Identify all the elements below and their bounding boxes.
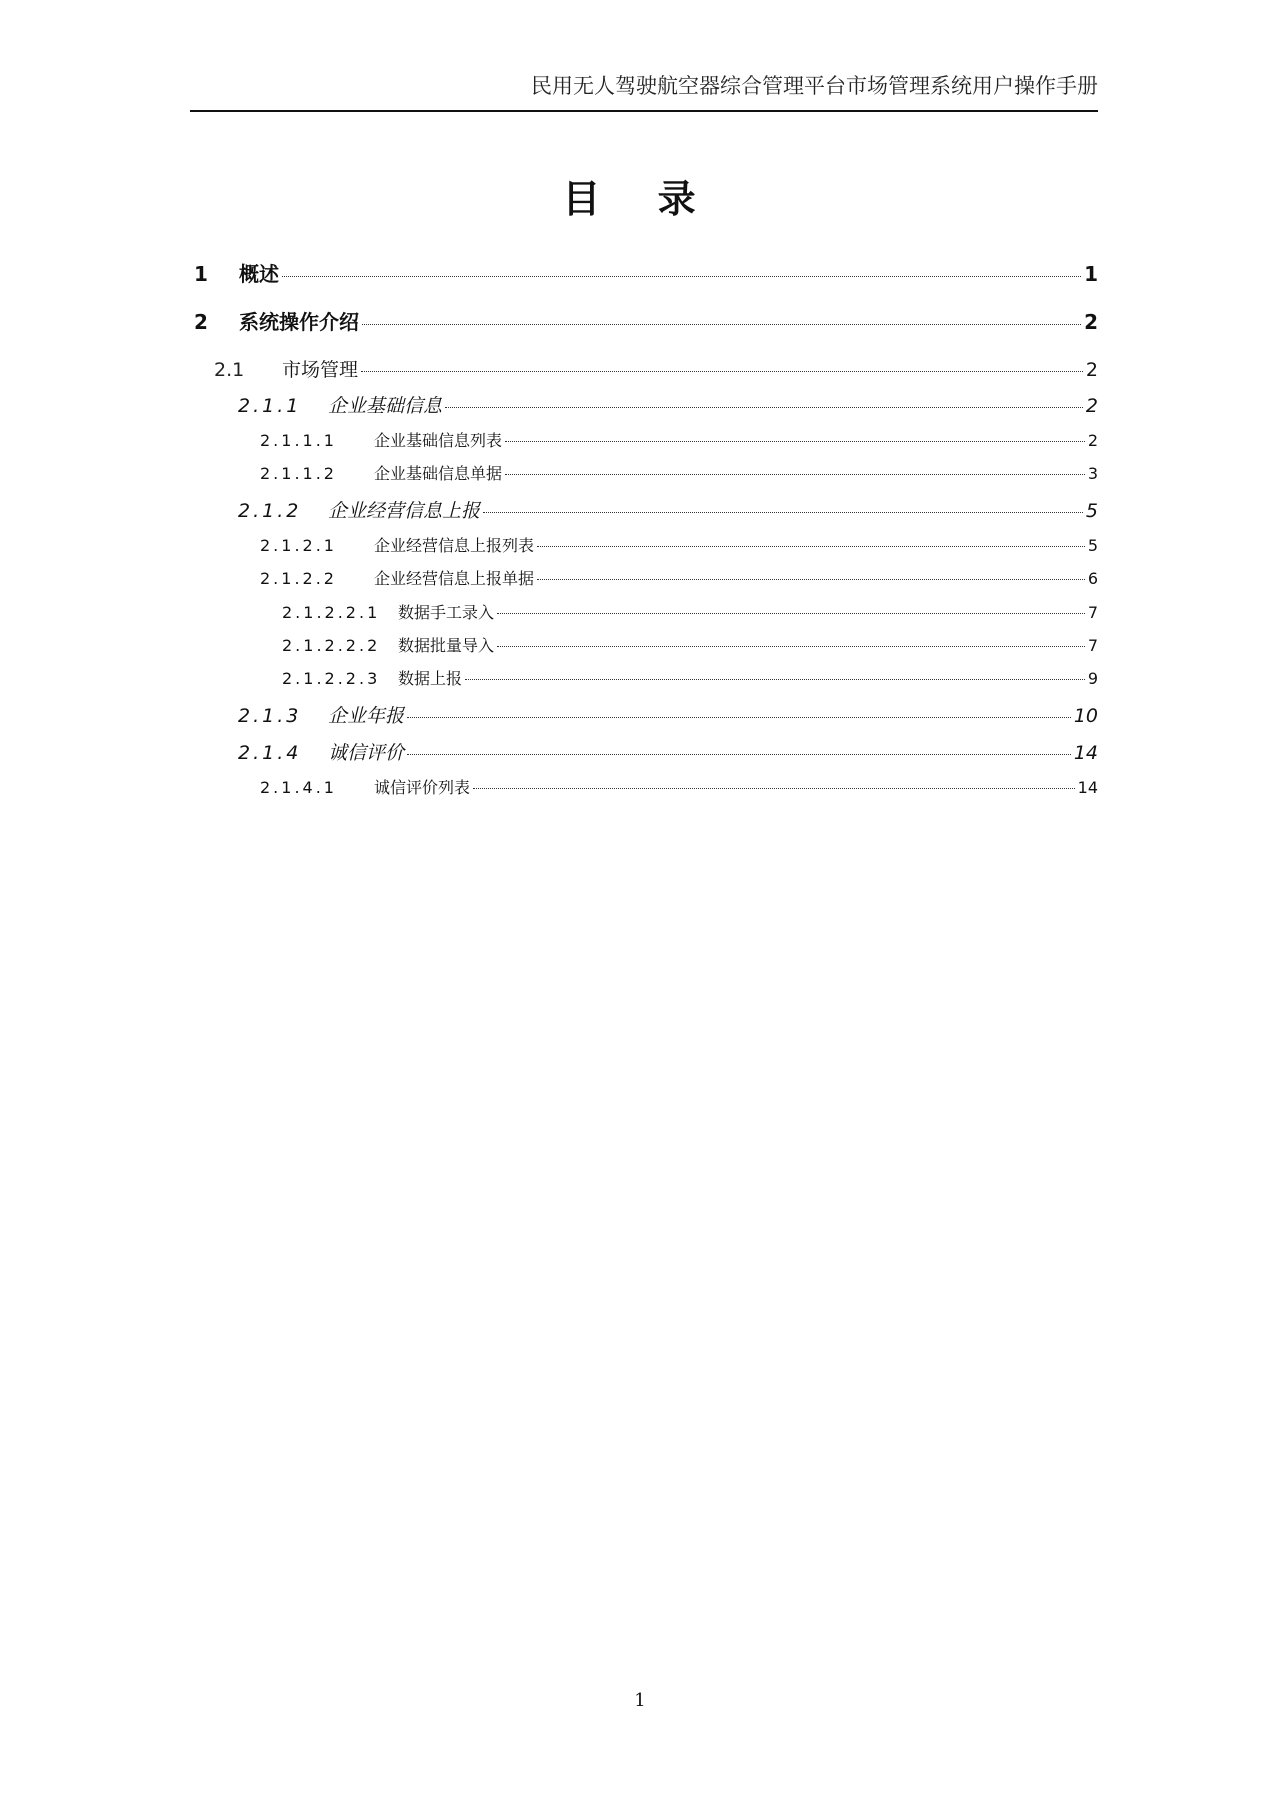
toc-entry[interactable] — [190, 355, 1098, 382]
toc-entry[interactable] — [190, 738, 1098, 765]
toc-leader-dots — [537, 546, 1085, 547]
toc-entry-number: 2.1.2.2.2 — [282, 636, 381, 655]
header-rule — [190, 110, 1098, 112]
toc-entry-number: 2.1.1.2 — [260, 464, 337, 483]
document-header: 民用无人驾驶航空器综合管理平台市场管理系统用户操作手册 — [531, 74, 1098, 98]
toc-entry-number: 2.1 — [214, 359, 245, 381]
toc-entry-number: 2.1.2.2.1 — [282, 603, 381, 622]
toc-entry-number: 2.1.2 — [238, 500, 302, 522]
toc-leader-dots — [483, 512, 1083, 513]
toc-entry-page: 14 — [1073, 742, 1098, 764]
toc-entry-number: 2.1.4.1 — [260, 778, 337, 797]
toc-leader-dots — [465, 679, 1085, 680]
toc-leader-dots — [407, 717, 1071, 718]
toc-entry-label: 市场管理 — [282, 359, 359, 381]
toc-entry-page: 6 — [1087, 569, 1098, 588]
toc-entry-label: 企业经营信息上报列表 — [374, 536, 535, 555]
toc-entry-number: 2.1.3 — [238, 705, 302, 727]
toc-entry[interactable] — [190, 461, 1098, 484]
toc-entry-number: 2 — [194, 310, 208, 334]
toc-entry-page: 7 — [1087, 636, 1098, 655]
toc-entry[interactable] — [190, 533, 1098, 556]
toc-leader-dots — [473, 788, 1075, 789]
toc-entry-page: 10 — [1073, 705, 1098, 727]
toc-entry-label: 企业基础信息单据 — [374, 464, 503, 483]
toc-entry-page: 14 — [1077, 778, 1098, 797]
toc-leader-dots — [361, 371, 1083, 372]
toc-entry-number: 2.1.1.1 — [260, 431, 337, 450]
toc-entry-label: 企业基础信息 — [328, 395, 443, 417]
toc-entry-number: 2.1.2.1 — [260, 536, 337, 555]
toc-entry-number: 2.1.2.2 — [260, 569, 337, 588]
toc-entry-page: 1 — [1084, 262, 1098, 286]
toc-entry-label: 概述 — [239, 262, 279, 286]
toc-leader-dots — [407, 754, 1071, 755]
toc-leader-dots — [282, 276, 1081, 277]
toc-entry-label: 数据上报 — [398, 669, 463, 688]
toc-entry-label: 企业经营信息上报 — [328, 500, 481, 522]
toc-entry-number: 2.1.4 — [238, 742, 302, 764]
toc-title: 目 录 — [562, 177, 718, 221]
toc-entry[interactable] — [190, 391, 1098, 418]
toc-entry-page: 7 — [1087, 603, 1098, 622]
toc-entry-page: 2 — [1085, 395, 1098, 417]
toc-entry-number: 1 — [194, 262, 208, 286]
toc-entry-page: 2 — [1087, 431, 1098, 450]
toc-entry[interactable] — [190, 496, 1098, 523]
toc-entry-page: 3 — [1087, 464, 1098, 483]
page-number: 1 — [634, 1690, 646, 1711]
toc-entry[interactable] — [190, 666, 1098, 689]
toc-leader-dots — [497, 646, 1085, 647]
toc-entry[interactable] — [190, 306, 1098, 335]
toc-entry-label: 数据批量导入 — [398, 636, 495, 655]
toc-entry[interactable] — [190, 258, 1098, 287]
toc-leader-dots — [505, 441, 1085, 442]
toc-entry-page: 9 — [1087, 669, 1098, 688]
toc-leader-dots — [497, 613, 1085, 614]
toc-entry[interactable] — [190, 600, 1098, 623]
toc-entry-page: 5 — [1087, 536, 1098, 555]
toc-entry-label: 系统操作介绍 — [239, 310, 359, 334]
toc-entry-label: 企业经营信息上报单据 — [374, 569, 535, 588]
toc-entry-label: 诚信评价 — [328, 742, 405, 764]
toc-entry[interactable] — [190, 701, 1098, 728]
toc-entry-label: 企业基础信息列表 — [374, 431, 503, 450]
toc-entry-page: 2 — [1085, 359, 1098, 381]
toc-leader-dots — [445, 407, 1083, 408]
toc-entry[interactable] — [190, 775, 1098, 798]
toc-leader-dots — [537, 579, 1085, 580]
toc-entry-label: 诚信评价列表 — [374, 778, 471, 797]
toc-entry-number: 2.1.1 — [238, 395, 302, 417]
toc-entry-page: 5 — [1085, 500, 1098, 522]
toc-entry-label: 数据手工录入 — [398, 603, 495, 622]
toc-entry[interactable] — [190, 566, 1098, 589]
toc-entry[interactable] — [190, 633, 1098, 656]
toc-leader-dots — [505, 474, 1085, 475]
toc-entry[interactable] — [190, 428, 1098, 451]
toc-entry-page: 2 — [1084, 310, 1098, 334]
toc-entry-number: 2.1.2.2.3 — [282, 669, 381, 688]
toc-entry-label: 企业年报 — [328, 705, 405, 727]
toc-leader-dots — [362, 324, 1081, 325]
